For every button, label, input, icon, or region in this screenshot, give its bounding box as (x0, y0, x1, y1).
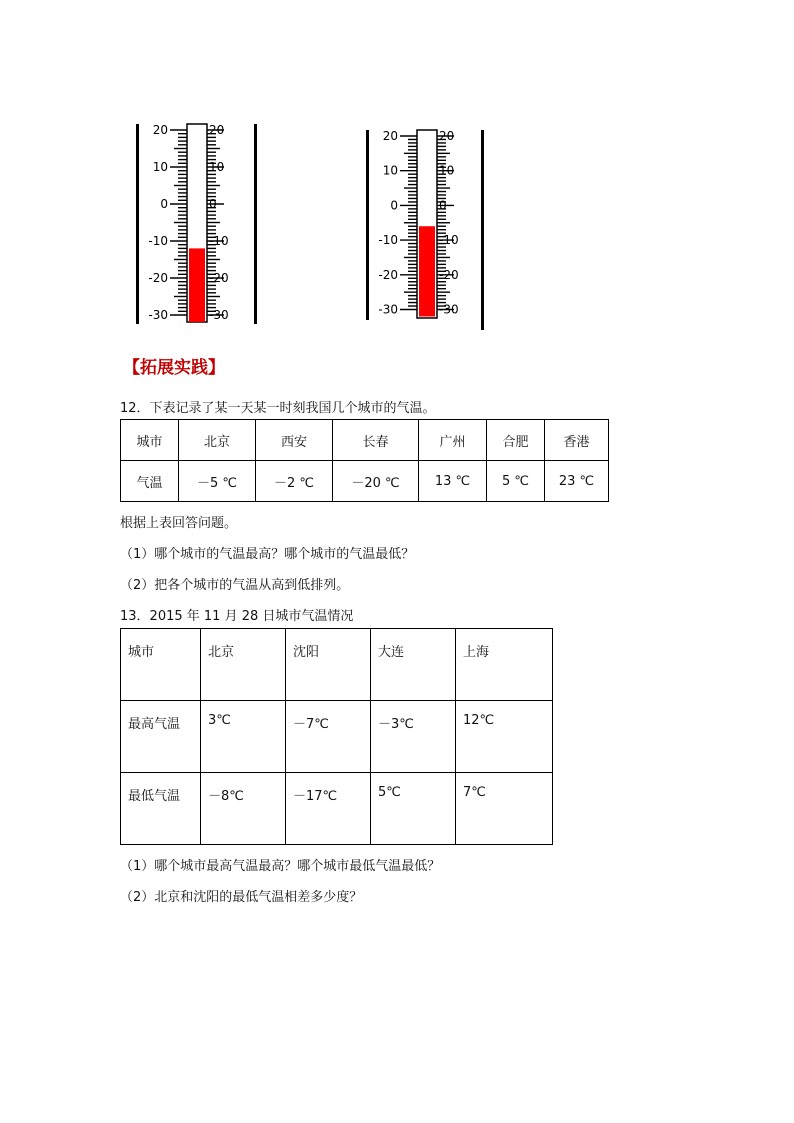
low-temp-cell: －8℃ (201, 773, 286, 845)
city-cell: 上海 (456, 629, 553, 701)
scale-label: 0 (439, 198, 447, 213)
header-label: 城市 (121, 420, 179, 461)
q12-sub1: （1）哪个城市的气温最高？哪个城市的气温最低？ (120, 547, 415, 562)
scale-label: 20 (209, 123, 225, 137)
row-label: 最低气温 (121, 773, 201, 845)
scale-label: 0 (160, 197, 168, 211)
scale-label: 20 (439, 129, 455, 143)
scale-label: -30 (148, 308, 168, 322)
table-row (121, 420, 609, 461)
scale-label: 20 (382, 129, 398, 143)
city-cell: 合肥 (487, 420, 545, 461)
temp-cell: 23 ℃ (545, 461, 609, 502)
q13-sub2: （2）北京和沈阳的最低气温相差多少度？ (120, 890, 363, 905)
scale-label: -30 (209, 308, 229, 322)
city-cell: 西安 (256, 420, 333, 461)
high-temp-cell: －7℃ (286, 701, 371, 773)
city-cell: 北京 (201, 629, 286, 701)
table-row (121, 773, 553, 845)
scale-label: -10 (439, 233, 459, 248)
mercury-column (419, 226, 435, 316)
city-cell: 广州 (419, 420, 487, 461)
temp-cell: －20 ℃ (333, 461, 419, 502)
q12-sub2: （2）把各个城市的气温从高到低排列。 (120, 578, 350, 593)
thermometer-1-graphic (132, 121, 264, 326)
low-temp-cell: 7℃ (456, 773, 553, 845)
scale-label: -20 (148, 271, 168, 285)
scale-label: 10 (439, 163, 455, 178)
city-cell: 香港 (545, 420, 609, 461)
scale-label: -20 (439, 267, 459, 282)
q13-title: 13．2015 年 11 月 28 日城市气温情况 (120, 609, 354, 624)
table-row (121, 461, 609, 502)
city-cell: 北京 (179, 420, 256, 461)
low-temp-cell: 5℃ (371, 773, 456, 845)
row-label: 最高气温 (121, 701, 201, 773)
high-temp-cell: 3℃ (201, 701, 286, 773)
table-row (121, 629, 553, 701)
temp-cell: 5 ℃ (487, 461, 545, 502)
high-temp-cell: 12℃ (456, 701, 553, 773)
temp-cell: －2 ℃ (256, 461, 333, 502)
scale-label: 0 (390, 198, 398, 213)
scale-label: 10 (382, 163, 398, 178)
city-cell: 沈阳 (286, 629, 371, 701)
scale-label: -30 (439, 302, 459, 317)
table-row (121, 701, 553, 773)
scale-label: 20 (152, 123, 168, 137)
q12-title: 12．下表记录了某一天某一时刻我国几个城市的气温。 (120, 401, 436, 416)
low-temp-cell: －17℃ (286, 773, 371, 845)
thermometer-2 (362, 127, 494, 332)
scale-label: -20 (378, 267, 398, 282)
city-cell: 长春 (333, 420, 419, 461)
scale-label: -10 (378, 233, 398, 248)
scale-label: 0 (209, 197, 217, 211)
high-temp-cell: －3℃ (371, 701, 456, 773)
section-heading: 【拓展实践】 (123, 358, 225, 378)
temp-cell: －5 ℃ (179, 461, 256, 502)
header-label: 城市 (121, 629, 201, 701)
scale-label: 10 (152, 160, 168, 174)
city-cell: 大连 (371, 629, 456, 701)
thermometer-1 (132, 121, 264, 326)
scale-label: -10 (209, 234, 229, 248)
mercury-column (189, 248, 205, 322)
scale-label: -10 (148, 234, 168, 248)
scale-label: 10 (209, 160, 225, 174)
city-temperature-table (120, 419, 609, 502)
scale-label: -20 (209, 271, 229, 285)
city-high-low-table (120, 628, 553, 845)
scale-label: -30 (378, 302, 398, 317)
q13-sub1: （1）哪个城市最高气温最高？哪个城市最低气温最低？ (120, 859, 441, 874)
q12-intro: 根据上表回答问题。 (120, 516, 238, 531)
row-label: 气温 (121, 461, 179, 502)
temp-cell: 13 ℃ (419, 461, 487, 502)
thermometer-2-graphic (362, 127, 494, 332)
